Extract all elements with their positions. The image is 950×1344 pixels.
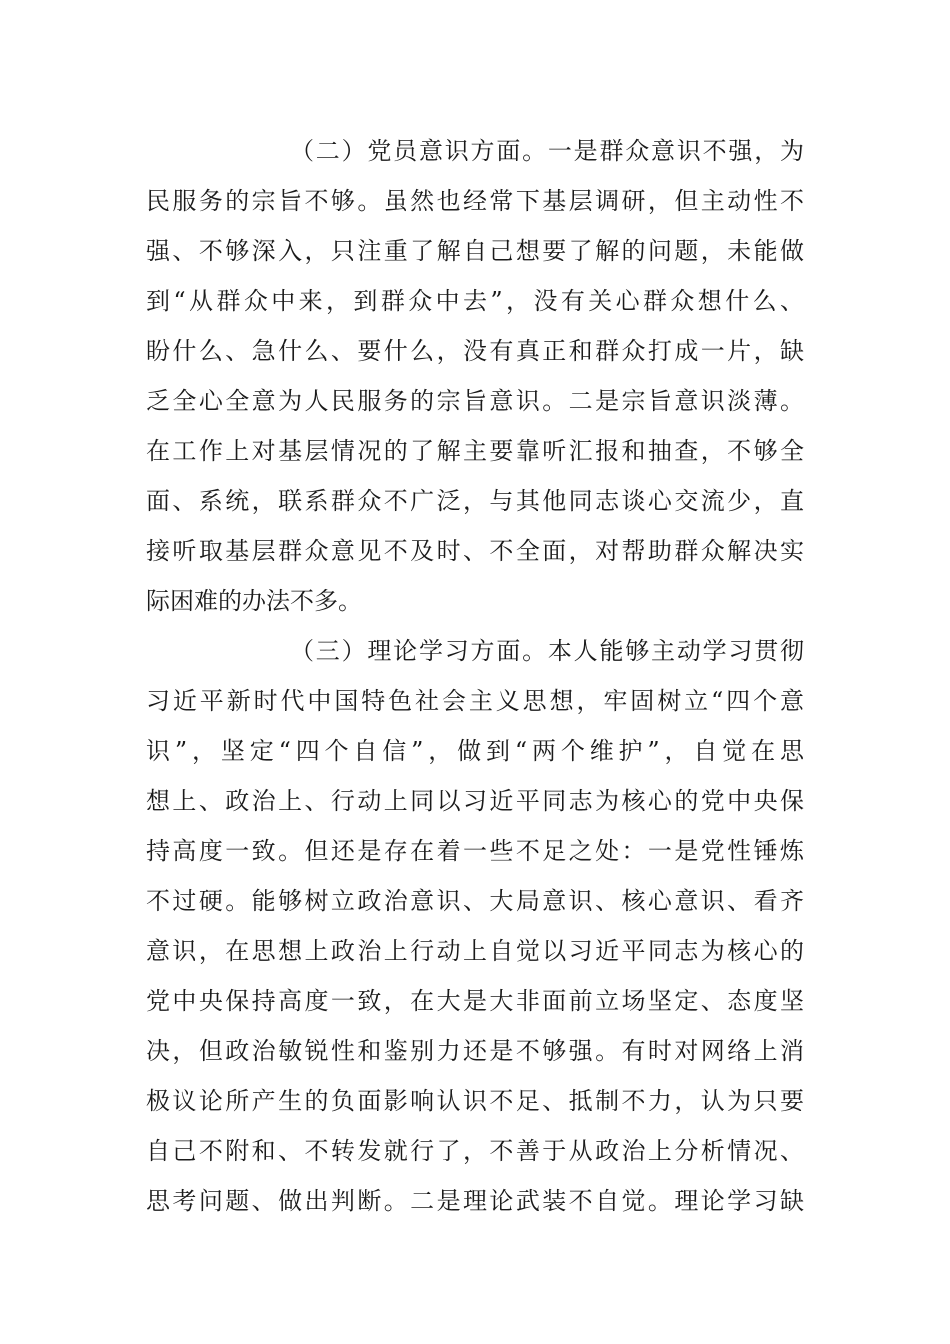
paragraph-section-3-line-10: 极议论所产生的负面影响认识不足、抵制不力，认为只要	[146, 1087, 804, 1115]
paragraph-section-2-line-7: 在工作上对基层情况的了解主要靠听汇报和抽查，不够全	[146, 437, 804, 465]
paragraph-section-3-line-2: 习近平新时代中国特色社会主义思想，牢固树立“四个意	[146, 687, 804, 715]
paragraph-section-3-line-1: （三）理论学习方面。本人能够主动学习贯彻	[290, 637, 804, 665]
paragraph-section-2-line-8: 面、系统，联系群众不广泛，与其他同志谈心交流少，直	[146, 487, 804, 515]
paragraph-section-3-line-7: 意识，在思想上政治上行动上自觉以习近平同志为核心的	[146, 937, 804, 965]
paragraph-section-2-line-4: 到“从群众中来，到群众中去”，没有关心群众想什么、	[146, 287, 804, 315]
document-body	[146, 126, 804, 1226]
paragraph-section-2-line-1: （二）党员意识方面。一是群众意识不强，为	[290, 137, 804, 165]
paragraph-section-2-line-3: 强、不够深入，只注重了解自己想要了解的问题，未能做	[146, 237, 804, 265]
paragraph-section-3-line-5: 持高度一致。但还是存在着一些不足之处：一是党性锤炼	[146, 837, 804, 865]
paragraph-section-3-line-11: 自己不附和、不转发就行了，不善于从政治上分析情况、	[146, 1137, 804, 1165]
paragraph-section-3-line-8: 党中央保持高度一致，在大是大非面前立场坚定、态度坚	[146, 987, 804, 1015]
paragraph-section-3-line-12: 思考问题、做出判断。二是理论武装不自觉。理论学习缺	[146, 1187, 804, 1215]
paragraph-section-3-line-6: 不过硬。能够树立政治意识、大局意识、核心意识、看齐	[146, 887, 804, 915]
paragraph-section-2-line-6: 乏全心全意为人民服务的宗旨意识。二是宗旨意识淡薄。	[146, 387, 804, 415]
paragraph-section-2-line-10: 际困难的办法不多。	[146, 587, 362, 615]
paragraph-section-3-line-4: 想上、政治上、行动上同以习近平同志为核心的党中央保	[146, 787, 804, 815]
paragraph-section-2-line-5: 盼什么、急什么、要什么，没有真正和群众打成一片，缺	[146, 337, 804, 365]
paragraph-section-3-line-3: 识”，坚定“四个自信”，做到“两个维护”，自觉在思	[146, 737, 804, 765]
paragraph-section-3-line-9: 决，但政治敏锐性和鉴别力还是不够强。有时对网络上消	[146, 1037, 804, 1065]
paragraph-section-2-line-9: 接听取基层群众意见不及时、不全面，对帮助群众解决实	[146, 537, 804, 565]
paragraph-section-2-line-2: 民服务的宗旨不够。虽然也经常下基层调研，但主动性不	[146, 187, 804, 215]
